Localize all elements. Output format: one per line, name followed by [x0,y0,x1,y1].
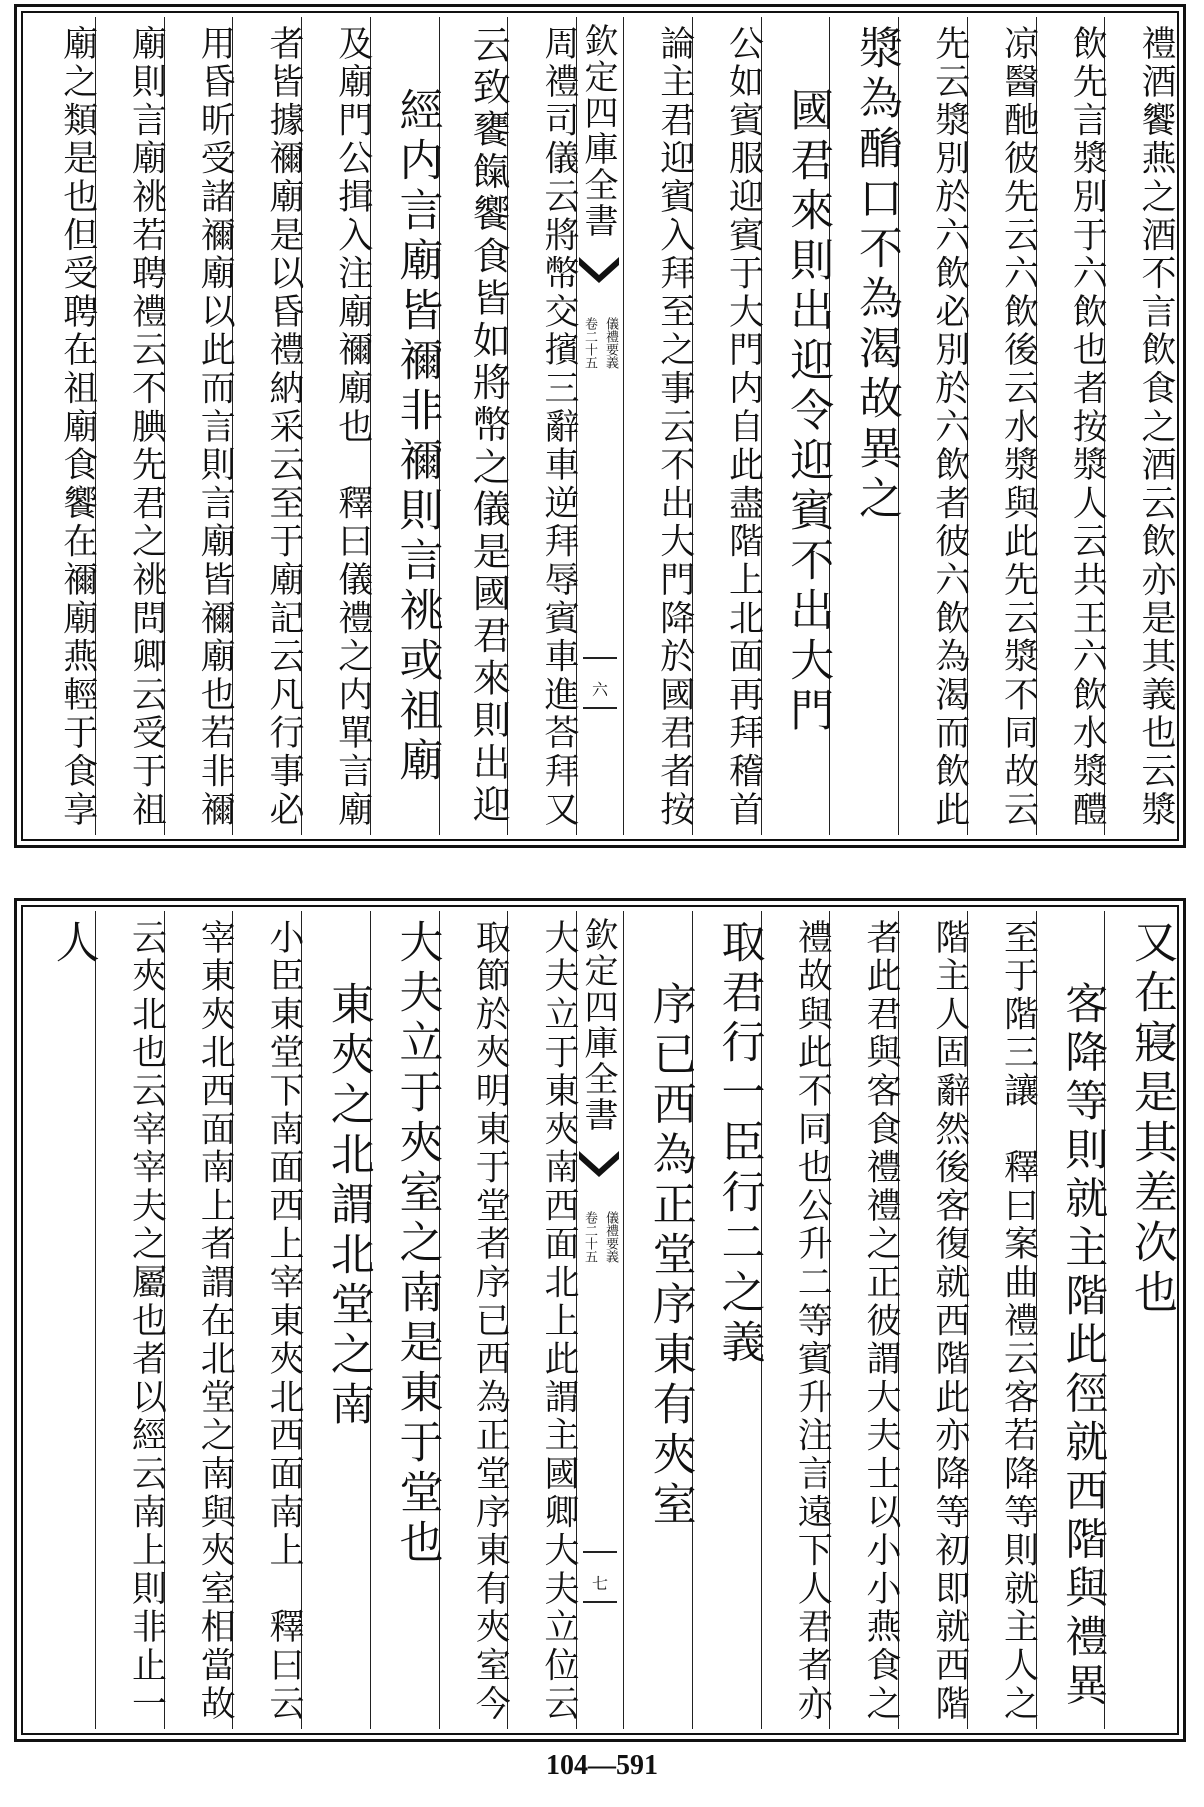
column-text: 云致饔餼饗食皆如將幣之儀是國君來則出迎 [466,25,511,827]
text-column [761,911,833,1729]
text-grid-top [27,17,1176,835]
book-title: 欽定四庫全書 [578,23,618,239]
column-text: 國君來則出迎令迎賓不出大門 [782,87,834,737]
page-panel-top [14,4,1186,848]
page-number: 七 [591,1574,608,1593]
column-text: 取君行一臣行二之義 [713,919,765,1369]
text-column [232,17,304,835]
text-column [623,17,695,835]
column-text: 漿為酳口不為渴故異之 [851,25,902,525]
text-column [967,17,1039,835]
column-text: 宰東夾北西面南上者謂在北堂之南與夾室相當故 [195,919,236,1724]
text-column [692,17,764,835]
volume-number: 卷二十五 [582,1211,597,1263]
text-column [507,17,579,835]
text-column [761,17,834,835]
column-text: 公如賓服迎賓于大門内自此盡階上北面再拜稽首 [723,25,764,830]
book-title: 欽定四庫全書 [578,917,618,1133]
text-column [1036,911,1109,1729]
text-column [1104,17,1176,835]
column-text: 大夫立于夾室之南是東于堂也 [391,919,443,1569]
text-column [623,911,696,1729]
text-column [164,911,236,1729]
volume-number: 卷二十五 [582,317,597,369]
text-column [370,17,443,835]
column-text: 廟則言廟祧若聘禮云不腆先君之祧問卿云受于祖 [126,25,167,830]
column-text: 客降等則就主階此徑就西階與禮異 [1058,981,1109,1712]
column-text: 凉醫酏彼先云六飲後云水漿與此先云漿不同故云 [998,25,1039,830]
column-text: 階主人固辭然後客復就西階此亦降等初即就西階 [929,919,970,1724]
page-reference: 104—591 [546,1750,658,1781]
column-text: 大夫立于東夾南西面北上此謂主國卿大夫立位云 [539,919,579,1724]
text-column [164,17,236,835]
title-name: 儀禮要義 [603,1211,618,1263]
text-column [967,911,1039,1729]
gutter-rule [583,1551,617,1553]
title-name: 儀禮要義 [603,317,618,369]
column-text: 東夾之北謂北堂之南 [322,981,374,1431]
column-text: 及廟門公揖入注廟禰廟也 釋曰儀禮之内單言廟 [332,25,373,830]
gutter-rule [583,707,617,709]
column-text: 小臣東堂下南面西上宰東夾北西面南上 釋曰云 [264,919,304,1724]
gutter-rule [583,657,617,659]
text-column [301,17,373,835]
column-text: 取節於夾明東于堂者序已西為正堂序東有夾室今 [470,919,511,1724]
gutter-rule [583,1601,617,1603]
page-panel-bottom [14,898,1186,1742]
column-text: 者此君與客食禮禮之正彼謂大夫士以小小燕食之 [861,919,901,1724]
text-column [692,911,765,1729]
text-column [27,17,98,835]
column-text: 人 [47,919,99,969]
fishtail-icon [579,257,619,283]
text-column [898,17,970,835]
text-column [829,17,902,835]
volume-label [577,317,623,369]
column-text: 先云漿別於六飲必別於六飲者彼六飲為渴而飲此 [929,25,970,830]
text-column [1104,911,1177,1729]
column-text: 禮故與此不同也公升二等賓升注言遠下人君者亦 [792,919,833,1724]
text-column [507,911,579,1729]
column-text: 至于階三讓 釋曰案曲禮云客若降等則就主人之 [998,919,1039,1724]
text-grid-bottom [27,911,1177,1729]
center-gutter [576,911,623,1729]
volume-label [577,1211,623,1263]
center-gutter [576,17,623,835]
column-text: 序已西為正堂序東有夾室 [644,981,696,1531]
text-column [301,911,374,1729]
column-text: 云夾北也云宰宰夫之屬也者以經云南上則非止一 [126,919,167,1724]
text-column [439,911,511,1729]
text-column [232,911,304,1729]
column-text: 飲先言漿別于六飲也者按漿人云共王六飲水漿醴 [1067,25,1108,830]
text-column [370,911,443,1729]
text-column [27,911,99,1729]
column-text: 用昏昕受諸禰廟以此而言則言廟皆禰廟也若非禰 [195,25,236,830]
page-number: 六 [591,680,608,699]
column-text: 者皆據禰廟是以昏禮納采云至于廟記云凡行事必 [264,25,304,830]
text-column [898,911,970,1729]
text-column [1036,17,1108,835]
text-column [439,17,511,835]
column-text: 禮酒饗燕之酒不言飲食之酒云飲亦是其義也云漿 [1136,25,1176,830]
text-column [95,17,167,835]
fishtail-icon [579,1151,619,1177]
column-text: 又在寢是其差次也 [1126,919,1177,1319]
column-text: 論主君迎賓入拜至之事云不出大門降於國君者按 [654,25,695,830]
column-text: 廟之類是也但受聘在祖廟食饗在禰廟燕輕于食享 [57,25,98,830]
column-text: 經内言廟皆禰非禰則言祧或祖廟 [391,87,443,787]
text-column [95,911,167,1729]
column-text: 周禮司儀云將幣交擯三辭車逆拜辱賓車進荅拜又 [539,25,579,830]
text-column [829,911,901,1729]
